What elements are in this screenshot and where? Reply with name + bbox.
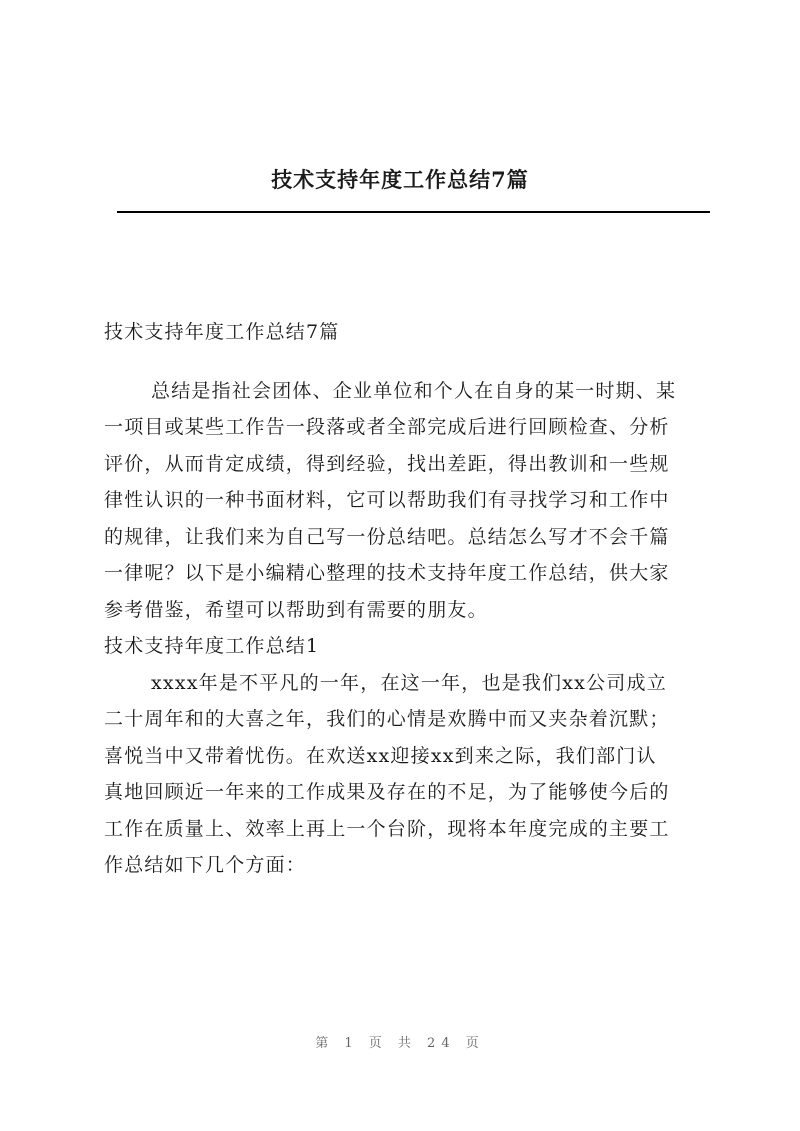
spacer xyxy=(104,351,714,373)
document-body xyxy=(104,314,714,884)
section-title: 技术支持年度工作总结1 xyxy=(104,635,320,657)
section-line: 工作在质量上、效率上再上一个台阶，现将本年度完成的主要工 xyxy=(104,817,670,840)
section-line: 真地回顾近一年来的工作成果及存在的不足，为了能够使今后的 xyxy=(104,781,670,803)
intro-line: 一项目或某些工作告一段落或者全部完成后进行回顾检查、分析 xyxy=(104,416,670,438)
section-line: 二十周年和的大喜之年，我们的心情是欢腾中而又夹杂着沉默； xyxy=(104,708,670,730)
intro-line: 评价，从而肯定成绩，得到经验，找出差距，得出教训和一些规 xyxy=(104,452,670,475)
section-line: xxxx年是不平凡的一年，在这一年，也是我们xx公司成立 xyxy=(151,671,667,694)
page-title: 技术支持年度工作总结7篇 xyxy=(271,167,529,192)
intro-line: 参考借鉴，希望可以帮助到有需要的朋友。 xyxy=(104,598,488,621)
section-line: 作总结如下几个方面： xyxy=(104,854,307,876)
document-heading: 技术支持年度工作总结7篇 xyxy=(104,321,340,343)
page-number-footer: 第 1 页 共 24 页 xyxy=(315,1036,485,1051)
intro-line: 一律呢？以下是小编精心整理的技术支持年度工作总结，供大家 xyxy=(104,562,670,584)
title-divider xyxy=(117,211,710,213)
intro-line: 的规律，让我们来为自己写一份总结吧。总结怎么写才不会千篇 xyxy=(104,525,670,548)
intro-line: 总结是指社会团体、企业单位和个人在自身的某一时期、某 xyxy=(151,379,677,402)
section-line: 喜悦当中又带着忧伤。在欢送xx迎接xx到来之际，我们部门认 xyxy=(104,744,657,767)
intro-line: 律性认识的一种书面材料，它可以帮助我们有寻找学习和工作中 xyxy=(104,489,670,511)
